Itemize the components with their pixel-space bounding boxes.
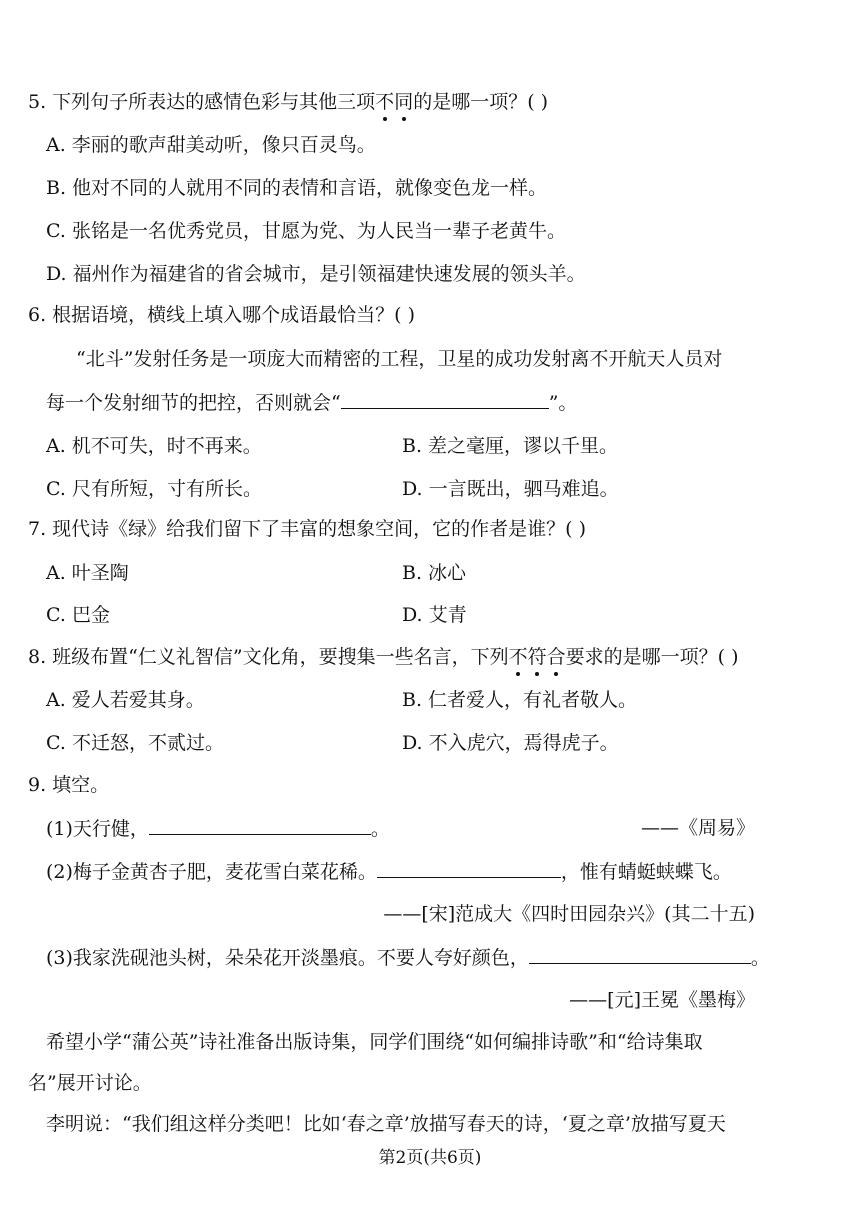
q5-option-c: C. 张铭是一名优秀党员，甘愿为党、为人民当一辈子老黄牛。 bbox=[46, 220, 566, 242]
q5-emphasis-char: 不 bbox=[375, 91, 395, 113]
q9-item3-end: 。 bbox=[750, 947, 770, 969]
q5-emphasis-char: 同 bbox=[394, 91, 414, 113]
q6-passage-line2 bbox=[46, 390, 577, 415]
q9-item2-blank[interactable] bbox=[377, 859, 561, 878]
q8-stem-after: 要求的是哪一项？( ) bbox=[565, 646, 739, 668]
q5-option-a: A. 李丽的歌声甜美动听，像只百灵鸟。 bbox=[46, 134, 376, 156]
q9-item3 bbox=[46, 945, 770, 970]
q9-item1-blank[interactable] bbox=[149, 816, 371, 835]
q8-option-d: D. 不入虎穴，焉得虎子。 bbox=[402, 732, 619, 754]
q8-option-a: A. 爱人若爱其身。 bbox=[46, 689, 205, 711]
q5-option-d: D. 福州作为福建省的省会城市，是引领福建快速发展的领头羊。 bbox=[46, 263, 586, 285]
q8-emphasis-char: 符 bbox=[527, 646, 547, 668]
q7-option-d: D. 艾青 bbox=[402, 604, 467, 626]
q8-option-b: B. 仁者爱人，有礼者敬人。 bbox=[402, 689, 638, 711]
q8-stem bbox=[28, 645, 739, 669]
passage-line2: 名”展开讨论。 bbox=[28, 1072, 152, 1094]
q9-item3-text: (3)我家洗砚池头树，朵朵花开淡墨痕。不要人夸好颜色， bbox=[46, 947, 529, 969]
q5-stem-before: 5. 下列句子所表达的感情色彩与其他三项 bbox=[28, 91, 376, 113]
q9-item1 bbox=[46, 816, 390, 841]
q6-passage-text-end: ”。 bbox=[548, 392, 578, 414]
page-number: 第2页(共6页) bbox=[378, 1148, 482, 1168]
q7-stem: 7. 现代诗《绿》给我们留下了丰富的想象空间，它的作者是谁？( ) bbox=[28, 518, 587, 540]
q8-stem-before: 8. 班级布置“仁义礼智信”文化角，要搜集一些名言，下列 bbox=[28, 646, 509, 668]
q6-answer-blank[interactable] bbox=[341, 390, 549, 409]
q8-emphasis-char: 不 bbox=[508, 646, 528, 668]
q9-item1-end: 。 bbox=[370, 818, 390, 840]
q7-option-b: B. 冰心 bbox=[402, 562, 467, 584]
q7-option-c: C. 巴金 bbox=[46, 604, 110, 626]
q9-item1-source: ——《周易》 bbox=[640, 817, 755, 839]
q7-option-a: A. 叶圣陶 bbox=[46, 562, 129, 584]
q6-stem: 6. 根据语境，横线上填入哪个成语最恰当？( ) bbox=[28, 304, 416, 326]
q6-passage-line1: “北斗”发射任务是一项庞大而精密的工程，卫星的成功发射离不开航天人员对 bbox=[76, 348, 723, 370]
q5-option-b: B. 他对不同的人就用不同的表情和言语，就像变色龙一样。 bbox=[46, 177, 548, 199]
q9-item2-text: (2)梅子金黄杏子肥，麦花雪白菜花稀。 bbox=[46, 861, 377, 883]
q5-stem bbox=[28, 90, 548, 114]
q8-option-c: C. 不迁怒，不贰过。 bbox=[46, 732, 224, 754]
q6-option-a: A. 机不可失，时不再来。 bbox=[46, 435, 262, 457]
q6-option-b: B. 差之毫厘，谬以千里。 bbox=[402, 435, 619, 457]
q9-item1-text: (1)天行健， bbox=[46, 818, 149, 840]
q9-item3-blank[interactable] bbox=[529, 945, 751, 964]
passage-line3: 李明说：“我们组这样分类吧！比如‘春之章’放描写春天的诗，‘夏之章’放描写夏天 bbox=[46, 1113, 726, 1135]
q9-item2-end: ，惟有蜻蜓蛱蝶飞。 bbox=[560, 861, 732, 883]
q9-item2-source: ——[宋]范成大《四时田园杂兴》(其二十五) bbox=[383, 903, 755, 925]
q9-item2 bbox=[46, 859, 732, 884]
q9-item3-source: ——[元]王冕《墨梅》 bbox=[569, 989, 755, 1011]
passage-line1: 希望小学“蒲公英”诗社准备出版诗集，同学们围绕“如何编排诗歌”和“给诗集取 bbox=[46, 1031, 703, 1053]
q6-option-d: D. 一言既出，驷马难追。 bbox=[402, 478, 619, 500]
q5-stem-after: 的是哪一项？( ) bbox=[413, 91, 549, 113]
q9-stem: 9. 填空。 bbox=[28, 774, 110, 796]
q8-emphasis-char: 合 bbox=[546, 646, 566, 668]
q6-passage-text: 每一个发射细节的把控，否则就会“ bbox=[46, 392, 341, 414]
q6-option-c: C. 尺有所短，寸有所长。 bbox=[46, 478, 262, 500]
